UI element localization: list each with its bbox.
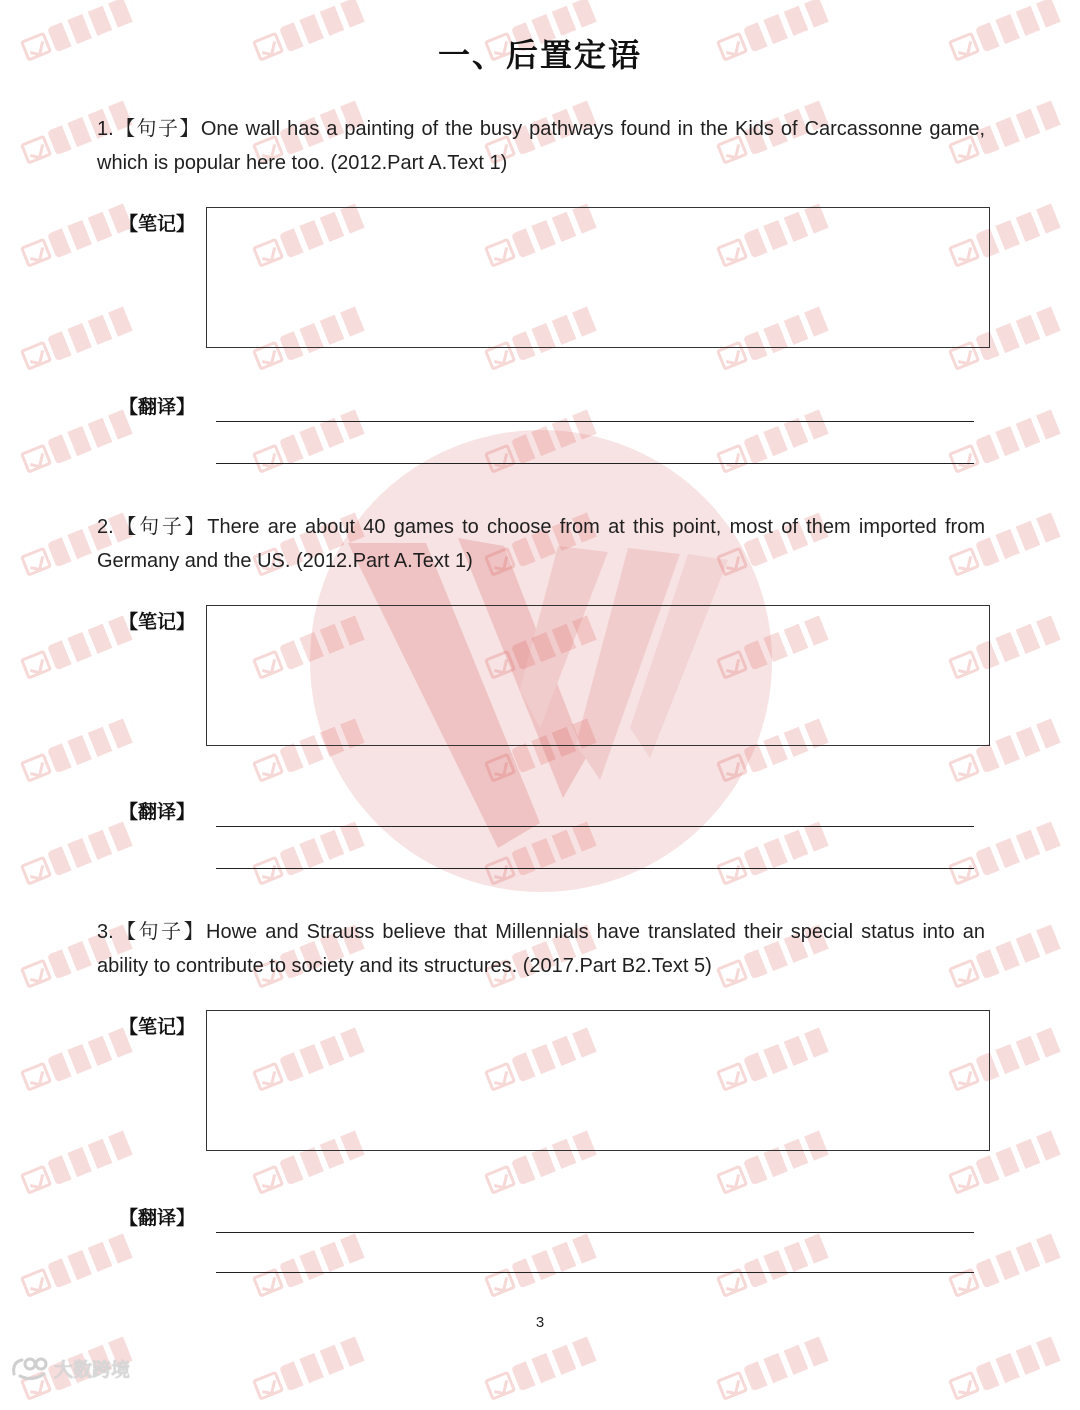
question-number: 1. — [97, 118, 114, 140]
translation-line[interactable] — [216, 463, 974, 464]
watermark-tile — [713, 1328, 839, 1410]
notes-box[interactable] — [206, 1010, 990, 1151]
translation-line[interactable] — [216, 421, 974, 422]
watermark-tile — [945, 1328, 1071, 1410]
question-sentence — [97, 509, 985, 578]
sentence-text: There are about 40 games to choose from at this point, most of them imported from Germany and the US. (2012.Part A.Text 1) — [97, 516, 985, 572]
notes-box[interactable] — [206, 605, 990, 746]
brand-mark — [10, 1354, 130, 1382]
translation-line[interactable] — [216, 826, 974, 827]
question-2 — [97, 509, 987, 839]
translation-line[interactable] — [216, 868, 974, 869]
sentence-text: One wall has a painting of the busy pathways found in the Kids of Carcassonne game, which is popular here too. (2012.Part A.Text 1) — [97, 118, 985, 174]
notes-label: 【笔记】 — [119, 611, 196, 633]
question-3 — [97, 914, 987, 1244]
sentence-text: Howe and Strauss believe that Millennials have translated their special status into an ability to contribute to society and its structures. (2017.Part B2.Text 5) — [97, 921, 986, 977]
notes-label: 【笔记】 — [119, 1016, 196, 1038]
page-number: 3 — [535, 1314, 545, 1331]
translation-line[interactable] — [216, 1232, 974, 1233]
question-1 — [97, 111, 987, 441]
translation-label: 【翻译】 — [119, 396, 196, 418]
question-sentence — [97, 111, 985, 180]
sentence-tag: 【句子】 — [113, 116, 201, 140]
brand-logo-icon — [10, 1354, 50, 1382]
notes-box[interactable] — [206, 207, 990, 348]
watermark-tile — [249, 1328, 375, 1410]
question-number: 3. — [97, 921, 114, 943]
brand-name: 大数跨境 — [54, 1358, 131, 1381]
question-number: 2. — [97, 516, 114, 538]
translation-label: 【翻译】 — [119, 1207, 196, 1229]
watermark-tile — [481, 1328, 607, 1410]
sentence-tag: 【句子】 — [113, 919, 207, 943]
translation-label: 【翻译】 — [119, 801, 196, 823]
notes-label: 【笔记】 — [119, 213, 196, 235]
page-title: 一、后置定语 — [437, 36, 642, 74]
question-sentence — [97, 914, 985, 983]
sentence-tag: 【句子】 — [113, 514, 208, 538]
translation-line[interactable] — [216, 1272, 974, 1273]
